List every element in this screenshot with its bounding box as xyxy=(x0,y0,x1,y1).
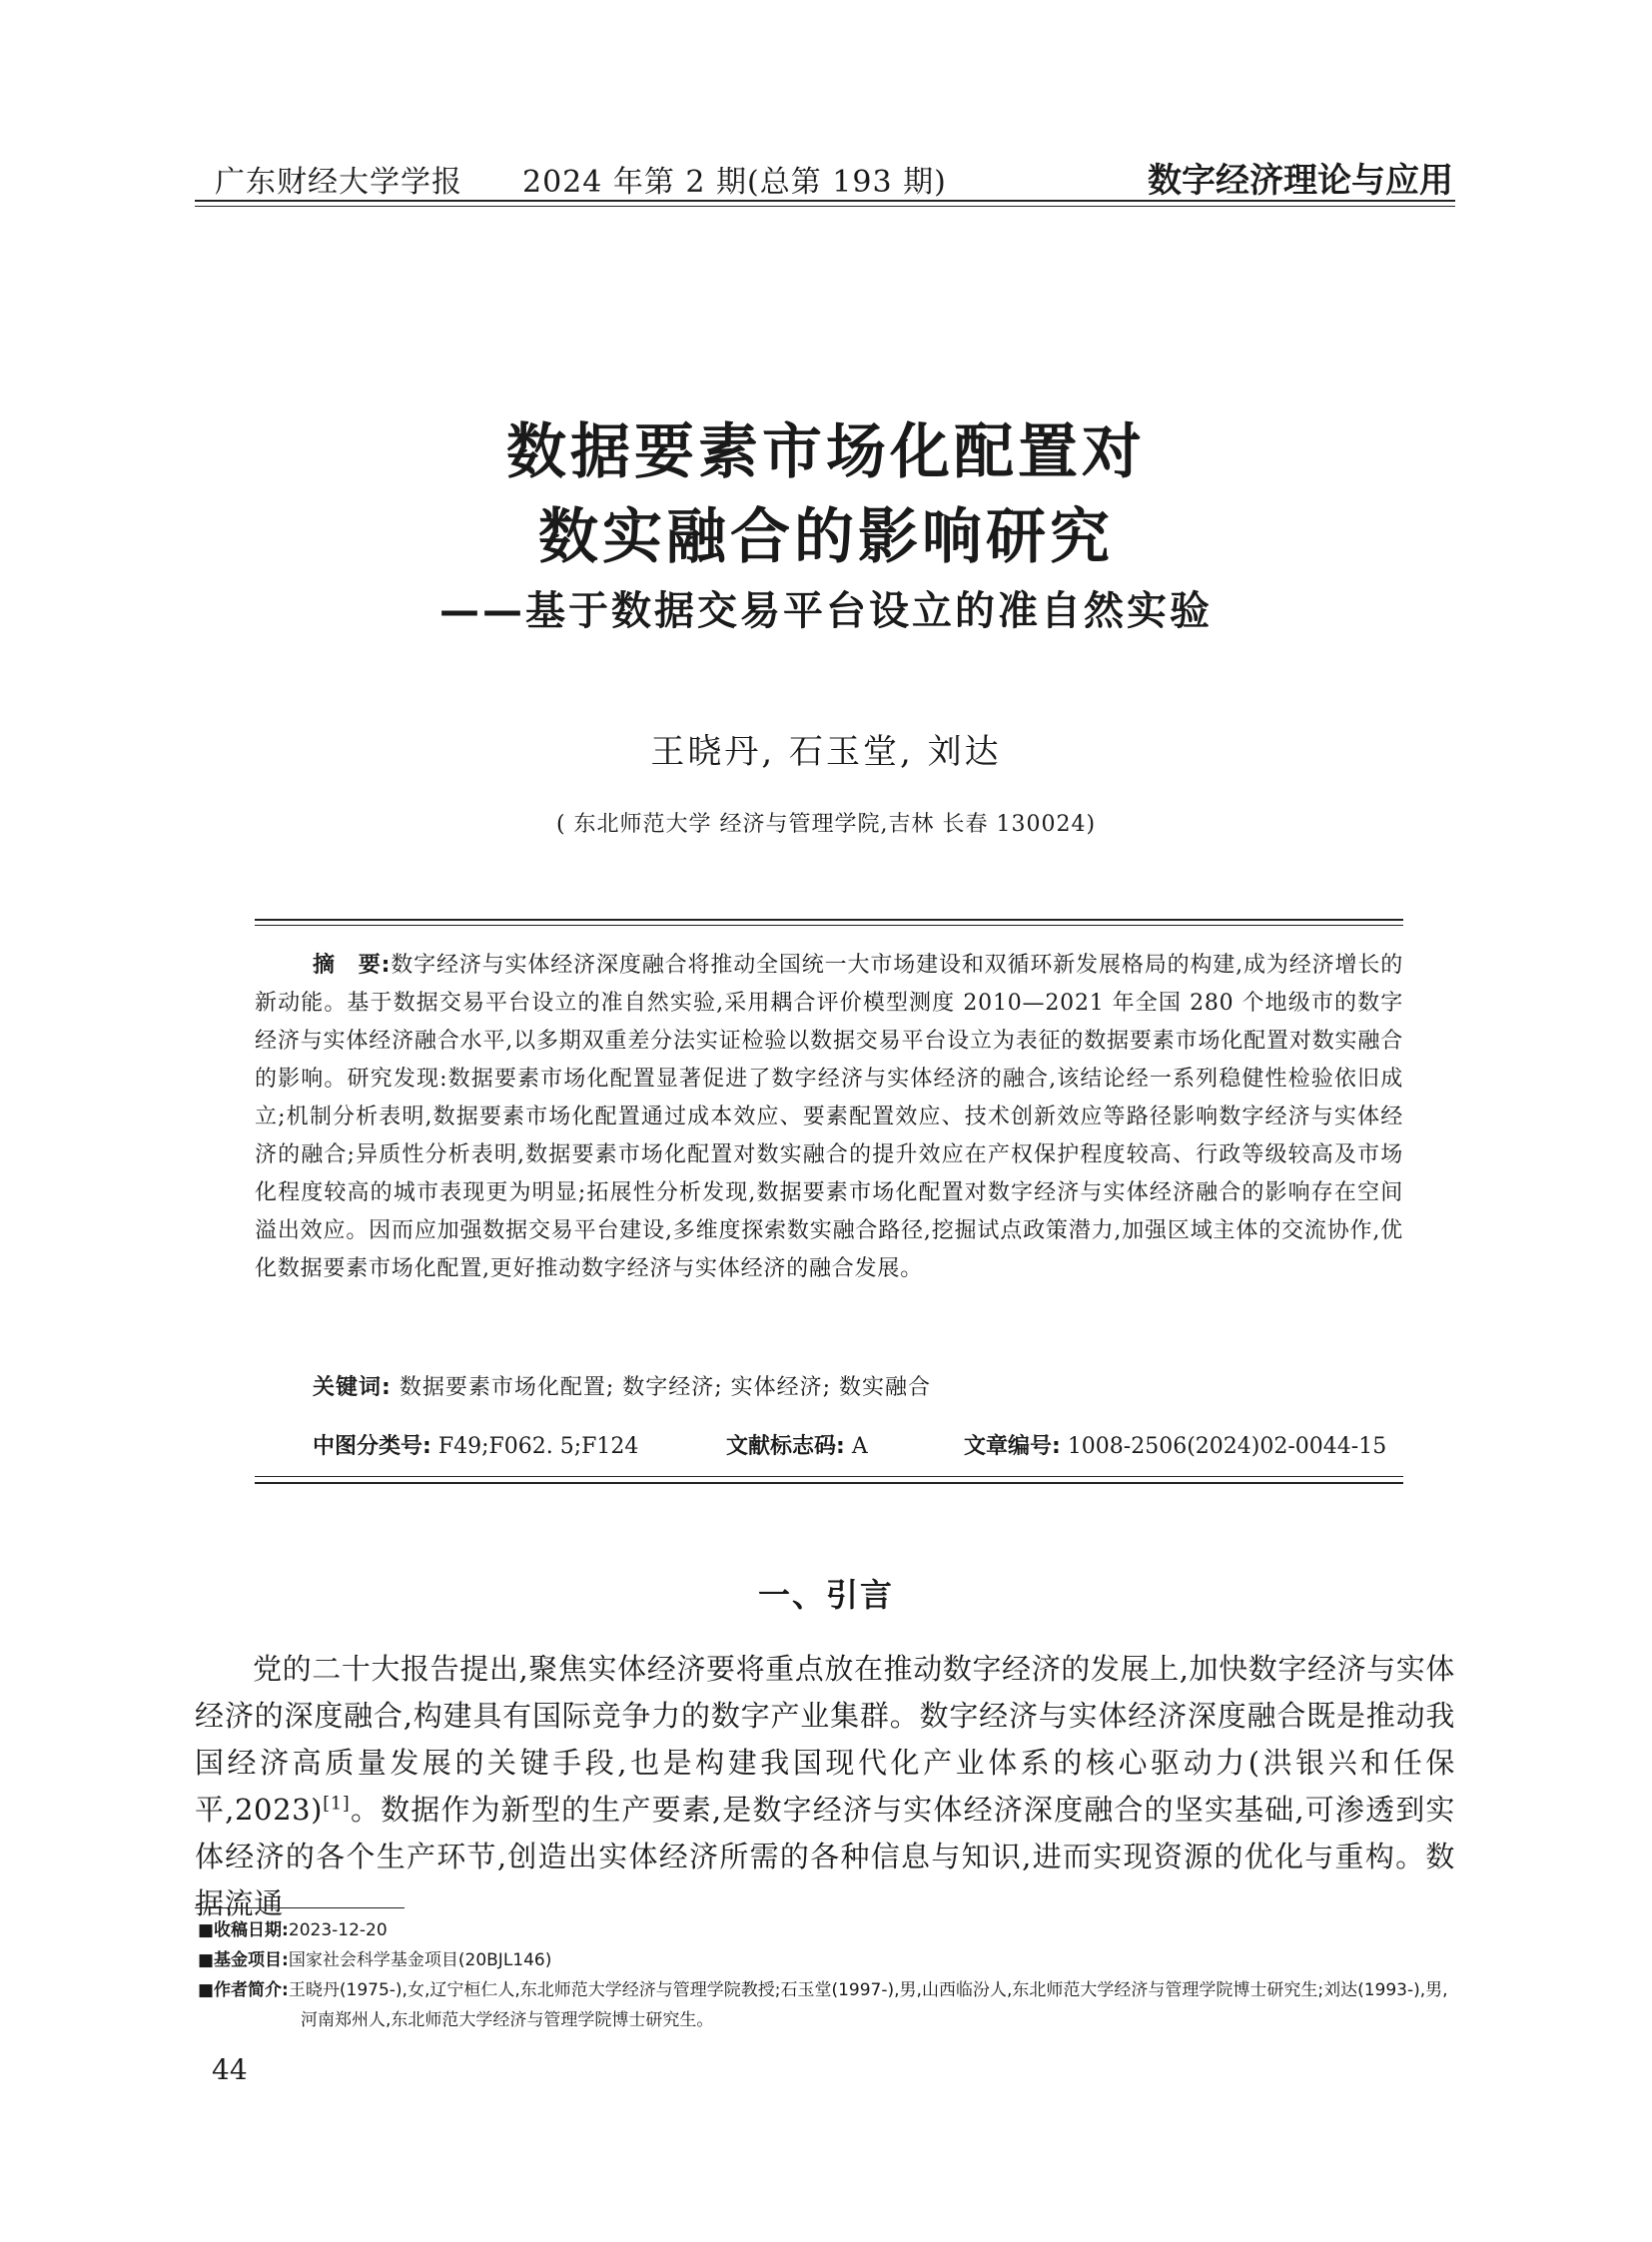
clc-code xyxy=(313,1429,638,1460)
reference-marker[interactable]: [1] xyxy=(323,1793,351,1815)
title-line-2: 数实融合的影响研究 xyxy=(538,502,1114,572)
issue-info: 2024 年第 2 期(总第 193 期) xyxy=(522,165,947,200)
footnote-rule xyxy=(195,1907,405,1908)
clc-label: 中图分类号: xyxy=(313,1434,431,1459)
author-bio xyxy=(198,1975,1458,2035)
fund-label: ■基金项目: xyxy=(198,1950,289,1970)
section-heading: 一、引言 xyxy=(757,1576,894,1614)
affiliation: ( 东北师范大学 经济与管理学院,吉林 长春 130024) xyxy=(555,812,1097,837)
keywords xyxy=(313,1370,931,1401)
received-date xyxy=(198,1915,1458,1945)
paragraph-text-1: 党的二十大报告提出,聚焦实体经济要将重点放在推动数字经济的发展上,加快数字经济与实体经济的深度融合,构建具有国际竞争力的数字产业集群。数字经济与实体经济深度融合既是推动我国经济高质量发展的关键手段,也是构建我国现代化产业体系的核心驱动力(洪银兴和任保平,2023) xyxy=(195,1652,1455,1827)
abstract-label: 摘 要: xyxy=(313,953,392,978)
abstract-top-rule-thin xyxy=(255,925,1403,926)
page-number: 44 xyxy=(212,2053,248,2086)
column-name: 数字经济理论与应用 xyxy=(1148,161,1453,201)
author-bio-value: 王晓丹(1975-),女,辽宁桓仁人,东北师范大学经济与管理学院教授;石玉堂(1997-),男,山西临汾人,东北师范大学经济与管理学院博士研究生;刘达(1993-),男,河南郑州人,东北师范大学经济与管理学院博士研究生。 xyxy=(288,1980,1448,2030)
author-bio-label: ■作者简介: xyxy=(198,1980,289,2000)
subtitle: ——基于数据交易平台设立的准自然实验 xyxy=(439,588,1213,634)
doc-value: A xyxy=(851,1434,868,1459)
document-code xyxy=(726,1429,868,1460)
journal-name: 广东财经大学学报 xyxy=(215,165,462,200)
keywords-label: 关键词: xyxy=(313,1375,392,1400)
footnotes xyxy=(198,1915,1458,2035)
header-rule-thin xyxy=(195,206,1455,207)
abstract-text: 数字经济与实体经济深度融合将推动全国统一大市场建设和双循环新发展格局的构建,成为经济增长的新动能。基于数据交易平台设立的准自然实验,采用耦合评价模型测度 2010—2021 年全国 280 个地级市的数字经济与实体经济融合水平,以多期双重差分法实证检验以数据交易平台设立为表征的数据要素市场化配置对数实融合的影响。研究发现:数据要素市场化配置显著促进了数字经济与实体经济的融合,该结论经一系列稳健性检验依旧成立;机制分析表明,数据要素市场化配置通过成本效应、要素配置效应、技术创新效应等路径影响数字经济与实体经济的融合;异质性分析表明,数据要素市场化配置对数实融合的提升效应在产权保护程度较高、行政等级较高及市场化程度较高的城市表现更为明显;拓展性分析发现,数据要素市场化配置对数字经济与实体经济融合的影响存在空间溢出效应。因而应加强数据交易平台建设,多维度探索数实融合路径,挖掘试点政策潜力,加强区域主体的交流协作,优化数据要素市场化配置,更好推动数字经济与实体经济的融合发展。 xyxy=(255,953,1403,1281)
running-header xyxy=(215,153,1453,201)
fund-info xyxy=(198,1945,1458,1975)
abstract xyxy=(255,947,1403,1288)
article-value: 1008-2506(2024)02-0044-15 xyxy=(1067,1434,1387,1459)
header-rule xyxy=(195,200,1455,202)
article-number xyxy=(964,1429,1386,1460)
body-paragraph xyxy=(195,1646,1455,1927)
article-label: 文章编号: xyxy=(964,1434,1061,1459)
journal-info xyxy=(215,157,947,201)
fund-value: 国家社会科学基金项目(20BJL146) xyxy=(288,1950,552,1970)
keywords-text: 数据要素市场化配置; 数字经济; 实体经济; 数实融合 xyxy=(399,1375,932,1400)
authors: 王晓丹, 石玉堂, 刘达 xyxy=(650,732,1002,772)
abstract-bottom-rule xyxy=(255,1482,1403,1484)
title-line-1: 数据要素市场化配置对 xyxy=(506,417,1146,487)
received-value: 2023-12-20 xyxy=(288,1920,388,1940)
doc-label: 文献标志码: xyxy=(726,1434,845,1459)
abstract-bottom-rule-thin xyxy=(255,1476,1403,1477)
clc-value: F49;F062. 5;F124 xyxy=(437,1434,639,1459)
received-label: ■收稿日期: xyxy=(198,1920,289,1940)
abstract-top-rule xyxy=(255,919,1403,921)
paragraph-text-2: 。数据作为新型的生产要素,是数字经济与实体经济深度融合的坚实基础,可渗透到实体经济的各个生产环节,创造出实体经济所需的各种信息与知识,进而实现资源的优化与重构。数据流通 xyxy=(195,1793,1455,1920)
